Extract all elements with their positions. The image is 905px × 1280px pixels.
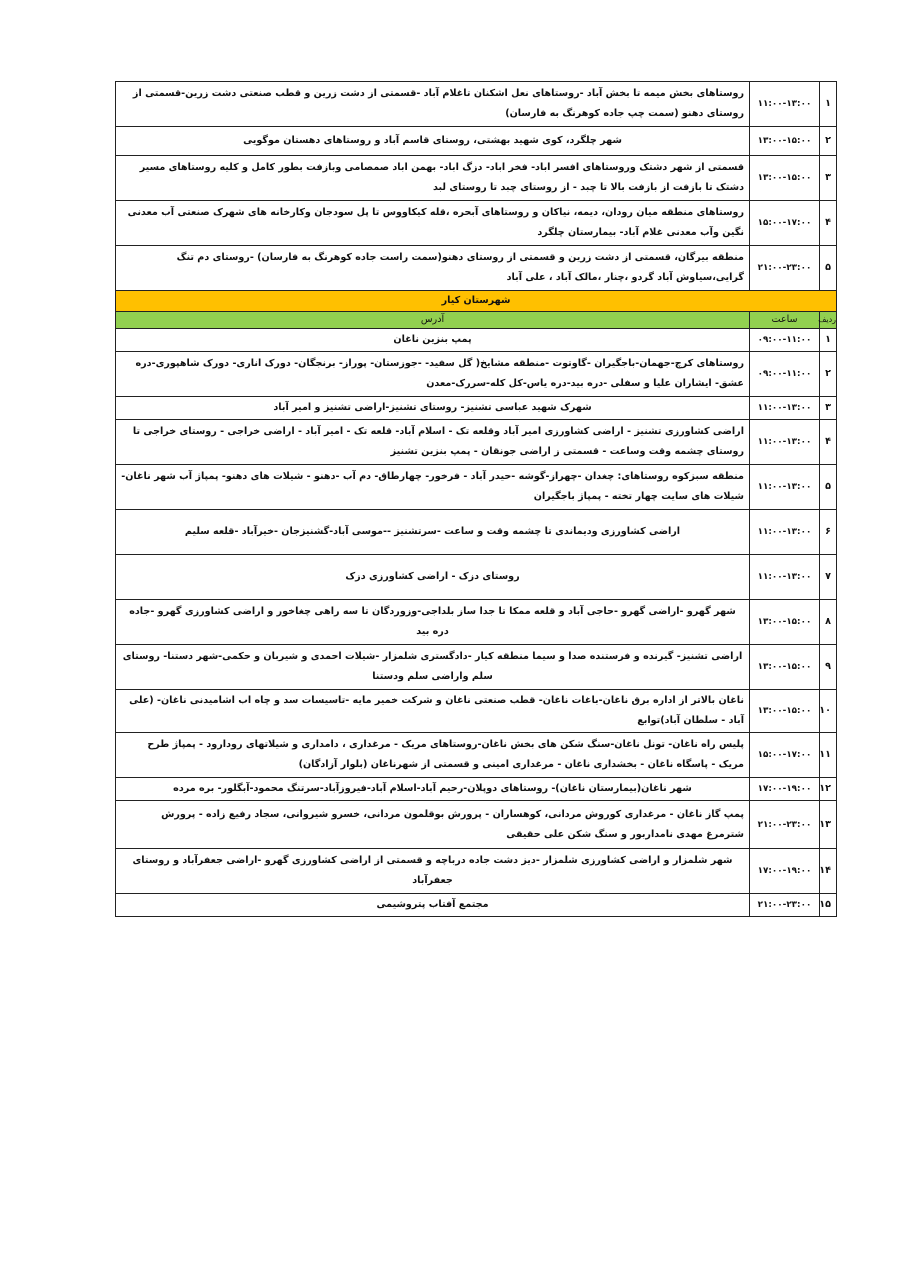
row-address: شهر شلمزار و اراضی کشاورزی شلمزار -دیز دشت جاده درباچه و قسمتی از اراضی کشاورزی گهرو -اراضی جعفرآباد و روستای جعفرآباد [116,849,750,894]
row-number: ۴ [820,420,837,465]
row-time: ۱۳:۰۰-۱۵:۰۰ [750,156,820,201]
row-address: شهر چلگرد، کوی شهید بهشتی، روستای قاسم آباد و روستاهای دهستان موگویی [116,127,750,156]
row-address: شهرک شهید عباسی تشنیز- روستای تشنیز-اراضی تشنیز و امیر آباد [116,397,750,420]
header-address: آدرس [116,312,750,329]
row-address: شهر ناغان(بیمارستان ناغان)- روستاهای دوپلان-رحیم آباد-اسلام آباد-فیروزآباد-سرتنگ محمود-آبگلور- بره مرده [116,778,750,801]
row-number: ۱۵ [820,894,837,917]
table-row [116,600,837,645]
row-address: روستاهای کرچ-جهمان-باجگیران -گاوتوت -منطقه مشایخ( گل سفید- -جوزستان- پوراز- برنجگان- دورک اناری- دورک شاهپوری-دره عشق- ایشاران علیا و سفلی -دره بید-دره یاس-کل کله-سررک-معدن [116,352,750,397]
row-number: ۱۲ [820,778,837,801]
row-time: ۱۱:۰۰-۱۳:۰۰ [750,420,820,465]
row-time: ۱۵:۰۰-۱۷:۰۰ [750,733,820,778]
row-number: ۱۰ [820,690,837,733]
table-row [116,510,837,555]
table-row [116,801,837,849]
row-number: ۲ [820,352,837,397]
row-time: ۱۱:۰۰-۱۳:۰۰ [750,465,820,510]
table-row [116,156,837,201]
row-number: ۲ [820,127,837,156]
table-row [116,690,837,733]
row-time: ۲۱:۰۰-۲۳:۰۰ [750,246,820,291]
section-title-row [116,291,837,312]
row-time: ۲۱:۰۰-۲۳:۰۰ [750,894,820,917]
outage-schedule-table [115,81,837,917]
row-time: ۱۷:۰۰-۱۹:۰۰ [750,778,820,801]
row-number: ۴ [820,201,837,246]
row-time: ۲۱:۰۰-۲۳:۰۰ [750,801,820,849]
row-time: ۱۱:۰۰-۱۳:۰۰ [750,555,820,600]
row-time: ۰۹:۰۰-۱۱:۰۰ [750,352,820,397]
row-time: ۱۱:۰۰-۱۳:۰۰ [750,397,820,420]
table-row [116,246,837,291]
row-time: ۱۱:۰۰-۱۳:۰۰ [750,82,820,127]
row-address: منطقه سبزکوه روستاهای: چغدان -چهراز-گوشه -حیدر آباد - فرخور- چهارطاق- دم آب -دهنو - شیلات های دهنو- پمپاژ آب شهر ناغان- شیلات های سایت چهار تخته - پمپاژ باجگیران [116,465,750,510]
row-address: منطقه بیرگان، قسمتی از دشت زرین و قسمتی از روستای دهنو(سمت راست جاده کوهرنگ به فارسان) -روستای دم تنگ گرایی،سیاوش آباد گردو ،چنار ،مالک آباد ، علی آباد [116,246,750,291]
row-time: ۰۹:۰۰-۱۱:۰۰ [750,329,820,352]
row-address: شهر گهرو -اراضی گهرو -حاجی آباد و قلعه ممکا تا جدا ساز بلداجی-وزوردگان تا سه راهی چغاخور و اراضی کشاورزی گهرو -جاده دره بید [116,600,750,645]
header-num: ردیف [820,312,837,329]
row-time: ۱۳:۰۰-۱۵:۰۰ [750,127,820,156]
row-address: اراضی تشنیز- گیرنده و فرستنده صدا و سیما منطقه کیار -دادگستری شلمزار -شیلات احمدی و شیربان و حکمی-شهر دستنا- روستای سلم واراضی سلم ودستنا [116,645,750,690]
row-address: پمپ بنزین ناغان [116,329,750,352]
row-number: ۱۴ [820,849,837,894]
row-address: ناغان بالاتر از اداره برق ناغان-باغات ناغان- قطب صنعتی ناغان و شرکت خمیر مایه -تاسیسات سد و چاه اب اشامیدنی ناغان- (علی آباد - سلطان آباد)توابع [116,690,750,733]
row-address: روستای دزک - اراضی کشاورزی دزک [116,555,750,600]
row-number: ۳ [820,397,837,420]
header-time: ساعت [750,312,820,329]
row-number: ۷ [820,555,837,600]
table-row [116,465,837,510]
row-number: ۳ [820,156,837,201]
table-row [116,127,837,156]
row-number: ۵ [820,465,837,510]
table-row [116,420,837,465]
table-row [116,352,837,397]
row-address: روستاهای منطقه میان رودان، دیمه، نیاکان و روستاهای آبحره ،قله کیکاووس تا پل سودجان وکارخانه های شهرک صنعتی آب معدنی نگین وآب معدنی غلام آباد- بیمارستان چلگرد [116,201,750,246]
row-number: ۵ [820,246,837,291]
row-time: ۱۳:۰۰-۱۵:۰۰ [750,645,820,690]
row-address: روستاهای بخش میمه تا بخش آباد -روستاهای نعل اشکنان تاغلام آباد -قسمتی از دشت زرین و قطب صنعتی دشت زرین-قسمتی از روستای دهنو (سمت چپ جاده کوهرنگ به فارسان) [116,82,750,127]
row-time: ۱۳:۰۰-۱۵:۰۰ [750,690,820,733]
table-row [116,397,837,420]
row-address: قسمتی از شهر دشتک وروستاهای افسر اباد- فخر اباد- دزگ اباد- بهمن اباد صمصامی وبازفت بطور کامل و کلیه روستاهای مسیر دشتک تا بازفت از بازفت بالا تا چبد - از روستای چبد تا روستای لبد [116,156,750,201]
row-time: ۱۳:۰۰-۱۵:۰۰ [750,600,820,645]
table-row [116,733,837,778]
table-row [116,555,837,600]
row-number: ۱۱ [820,733,837,778]
row-time: ۱۱:۰۰-۱۳:۰۰ [750,510,820,555]
row-address: اراضی کشاورزی تشنیز - اراضی کشاورزی امیر آباد وقلعه تک - اسلام آباد- قلعه تک - امیر آباد - اراضی خراجی - روستای خراجی تا روستای چشمه وقت وساعت - قسمتی ز اراضی جونقان - پمپ بنزین تشنیز [116,420,750,465]
row-address: اراضی کشاورزی ودیماندی تا چشمه وقت و ساعت -سرتشنیز --موسی آباد-گشنیزجان -خیرآباد -قلعه سلیم [116,510,750,555]
row-number: ۹ [820,645,837,690]
row-number: ۱ [820,329,837,352]
row-time: ۱۵:۰۰-۱۷:۰۰ [750,201,820,246]
table-row [116,645,837,690]
table-header-row [116,312,837,329]
section-title: شهرستان کیار [116,291,837,312]
table-row [116,849,837,894]
row-address: مجتمع آفتاب پتروشیمی [116,894,750,917]
table-row [116,778,837,801]
row-address: پمپ گاز ناغان - مرغداری کوروش مردانی، کوهساران - پرورش بوقلمون مردانی، خسرو شیروانی، سجاد رفیع زاده - پرورش شترمرغ مهدی نامداربور و سنگ شکن علی حقیقی [116,801,750,849]
row-address: پلیس راه ناغان- تونل ناغان-سنگ شکن های بخش ناغان-روستاهای مریک - مرغداری ، دامداری و شیلاتهای رودارود - پمپاژ طرح مریک - پاسگاه ناغان - بخشداری ناغان - مرغداری امینی و قسمتی از شهرناغان (بلوار آزادگان) [116,733,750,778]
row-number: ۸ [820,600,837,645]
table-row [116,82,837,127]
table-row [116,329,837,352]
table-row [116,201,837,246]
row-number: ۶ [820,510,837,555]
row-number: ۱ [820,82,837,127]
row-time: ۱۷:۰۰-۱۹:۰۰ [750,849,820,894]
table-row [116,894,837,917]
row-number: ۱۳ [820,801,837,849]
